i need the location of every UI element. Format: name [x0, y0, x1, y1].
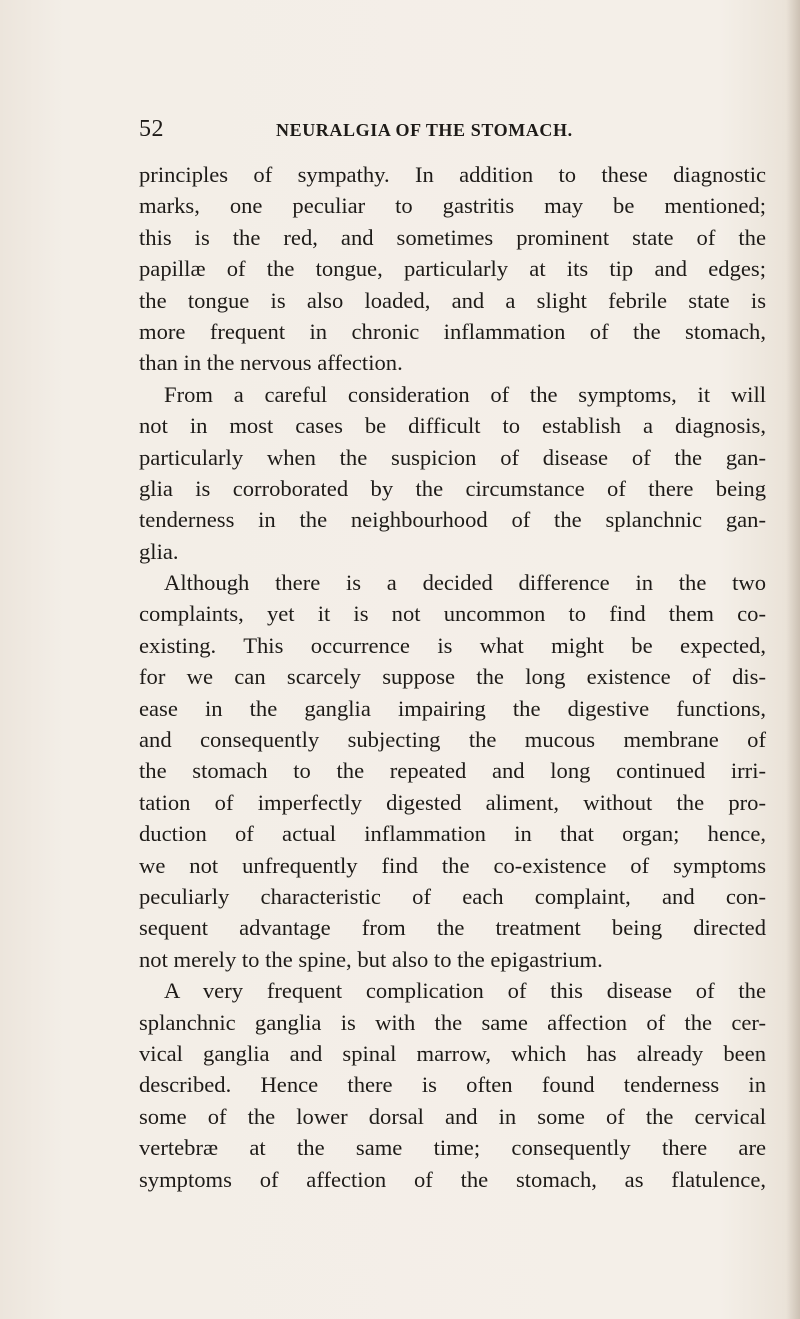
text-line: ease in the ganglia impairing the digestive functions, — [139, 695, 766, 721]
text-line: tenderness in the neighbourhood of the splanchnic gan- — [139, 507, 766, 533]
text-line: for we can scarcely suppose the long existence of dis- — [139, 664, 766, 690]
text-line: particularly when the suspicion of disease of the gan- — [139, 444, 766, 470]
text-line: duction of actual inflammation in that organ; hence, — [139, 821, 766, 847]
page-edge-shadow — [786, 0, 800, 1319]
text-line: not merely to the spine, but also to the epigastrium. — [139, 946, 603, 972]
text-line: not in most cases be difficult to establish a diagnosis, — [139, 413, 766, 439]
running-head — [139, 116, 759, 146]
text-line: vertebræ at the same time; consequently there are — [139, 1135, 766, 1161]
text-line: peculiarly characteristic of each complaint, and con- — [139, 883, 766, 909]
text-line: existing. This occurrence is what might be expected, — [139, 632, 766, 658]
text-line: tation of imperfectly digested aliment, without the pro- — [139, 789, 766, 815]
running-head-title: NEURALGIA OF THE STOMACH. — [276, 120, 573, 140]
text-line: and consequently subjecting the mucous membrane of — [139, 727, 766, 753]
text-line: principles of sympathy. In addition to these diagnostic — [139, 162, 766, 187]
text-line: than in the nervous affection. — [139, 350, 403, 376]
text-line: the tongue is also loaded, and a slight febrile state is — [139, 287, 766, 313]
text-line: splanchnic ganglia is with the same affection of the cer- — [139, 1009, 766, 1035]
text-line: marks, one peculiar to gastritis may be mentioned; — [139, 193, 766, 219]
body-text — [139, 159, 766, 1195]
text-line: glia is corroborated by the circumstance of there being — [139, 475, 766, 501]
text-line: vical ganglia and spinal marrow, which has already been — [139, 1040, 766, 1066]
text-line: glia. — [139, 538, 179, 564]
text-line: From a careful consideration of the symptoms, it will — [164, 381, 766, 407]
text-line: A very frequent complication of this disease of the — [164, 978, 766, 1004]
text-line: sequent advantage from the treatment being directed — [139, 915, 766, 941]
text-line: symptoms of affection of the stomach, as flatulence, — [139, 1166, 766, 1192]
text-line: this is the red, and sometimes prominent state of the — [139, 224, 766, 250]
text-line: we not unfrequently find the co-existence of symptoms — [139, 852, 766, 878]
page-number: 52 — [139, 116, 164, 142]
text-line: more frequent in chronic inflammation of the stomach, — [139, 318, 766, 344]
text-line: some of the lower dorsal and in some of the cervical — [139, 1103, 766, 1129]
text-line: papillæ of the tongue, particularly at its tip and edges; — [139, 256, 766, 282]
text-line: complaints, yet it is not uncommon to find them co- — [139, 601, 766, 627]
text-line: the stomach to the repeated and long continued irri- — [139, 758, 766, 784]
text-line: described. Hence there is often found tenderness in — [139, 1072, 766, 1098]
text-line: Although there is a decided difference in the two — [164, 570, 766, 596]
